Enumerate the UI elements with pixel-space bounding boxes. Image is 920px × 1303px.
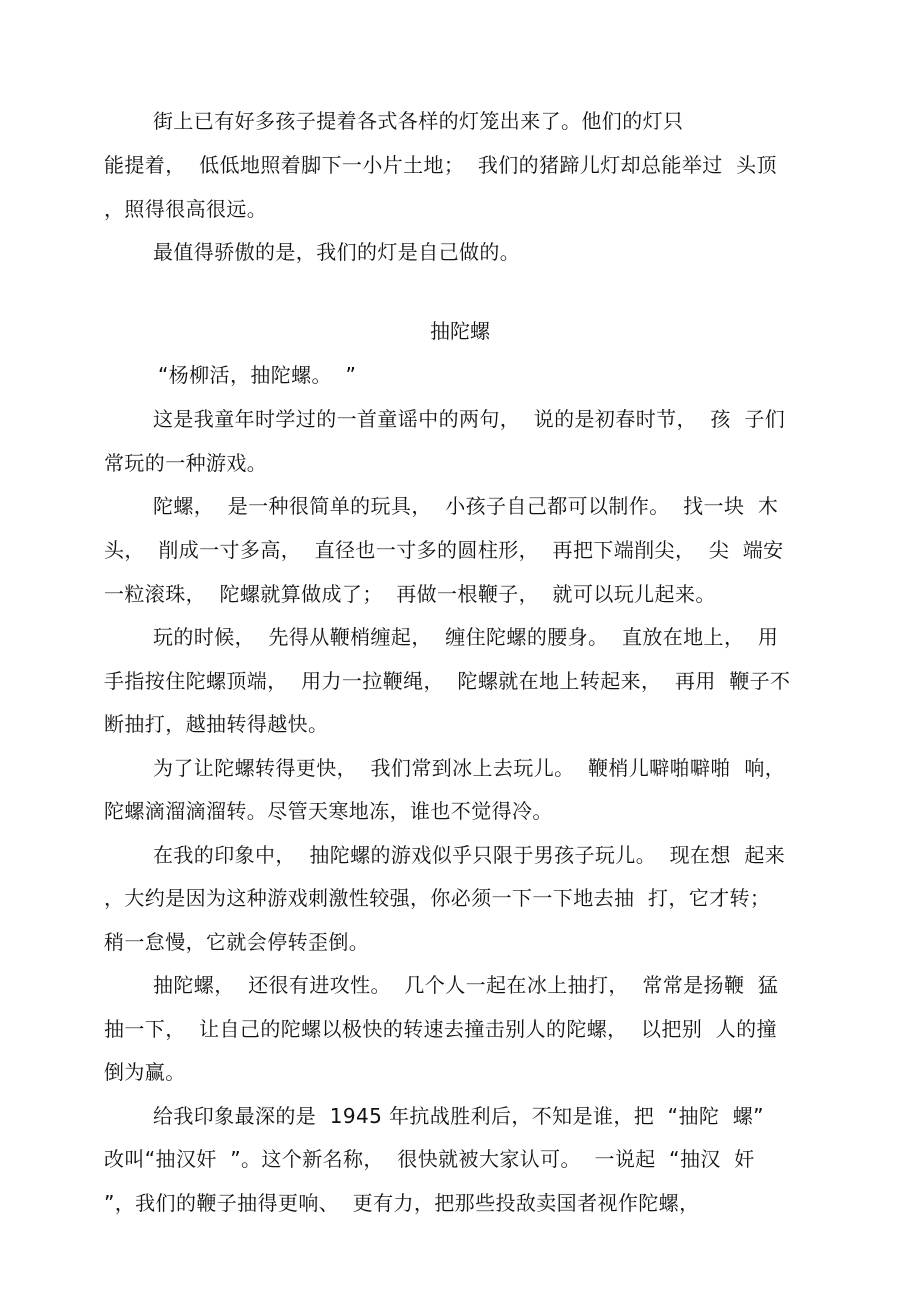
text-line: 这是我童年时学过的一首童谣中的两句， 说的是初春时节， 孩 子们 bbox=[153, 407, 786, 431]
text-line: 能提着， 低低地照着脚下一小片土地； 我们的猪蹄儿灯却总能举过 头顶 bbox=[104, 153, 777, 177]
text-line: 抽一下， 让自己的陀螺以极快的转速去撞击别人的陀螺， 以把别 人的撞 bbox=[104, 1017, 777, 1041]
section-title: 抽陀螺 bbox=[430, 319, 490, 343]
text-line: 给我印象最深的是 1945 年抗战胜利后，不知是谁，把 “抽陀 螺” bbox=[153, 1104, 764, 1128]
text-line: 最值得骄傲的是，我们的灯是自己做的。 bbox=[153, 240, 521, 264]
text-line: 改叫“抽汉奸 ”。这个新名称， 很快就被大家认可。 一说起 “抽汉 奸 bbox=[104, 1147, 755, 1171]
text-line: 一粒滚珠， 陀螺就算做成了； 再做一根鞭子， 就可以玩儿起来。 bbox=[104, 582, 716, 606]
text-line: ，大约是因为这种游戏刺激性较强，你必须一下一下地去抽 打，它才转； bbox=[104, 886, 771, 910]
text-line: 陀螺， 是一种很简单的玩具， 小孩子自己都可以制作。 找一块 木 bbox=[153, 494, 779, 518]
text-line: 稍一怠慢，它就会停转歪倒。 bbox=[104, 930, 370, 954]
text-line: 抽陀螺， 还很有进攻性。 几个人一起在冰上抽打， 常常是扬鞭 猛 bbox=[153, 973, 779, 997]
text-line: ，照得很高很远。 bbox=[104, 197, 268, 221]
text-line: 玩的时候， 先得从鞭梢缠起， 缠住陀螺的腰身。 直放在地上， 用 bbox=[153, 625, 779, 649]
text-line: 头， 削成一寸多高， 直径也一寸多的圆柱形， 再把下端削尖， 尖 端安 bbox=[104, 538, 784, 562]
text-line: 街上已有好多孩子提着各式各样的灯笼出来了。他们的灯只 bbox=[153, 109, 684, 133]
text-line: 在我的印象中， 抽陀螺的游戏似乎只限于男孩子玩儿。 现在想 起来 bbox=[153, 843, 786, 867]
text-line: 倒为赢。 bbox=[104, 1060, 186, 1084]
text-line: 为了让陀螺转得更快， 我们常到冰上去玩儿。 鞭梢儿噼啪噼啪 响， bbox=[153, 756, 786, 780]
text-line: 手指按住陀螺顶端， 用力一拉鞭绳， 陀螺就在地上转起来， 再用 鞭子不 bbox=[104, 669, 791, 693]
text-line: 陀螺滴溜滴溜转。尽管天寒地冻，谁也不觉得冷。 bbox=[104, 799, 553, 823]
text-line: “杨柳活，抽陀螺。 ” bbox=[158, 363, 357, 387]
text-line: 常玩的一种游戏。 bbox=[104, 451, 268, 475]
text-line: 断抽打，越抽转得越快。 bbox=[104, 712, 329, 736]
text-line: ”，我们的鞭子抽得更响、 更有力，把那些投敌卖国者视作陀螺， bbox=[104, 1191, 700, 1215]
